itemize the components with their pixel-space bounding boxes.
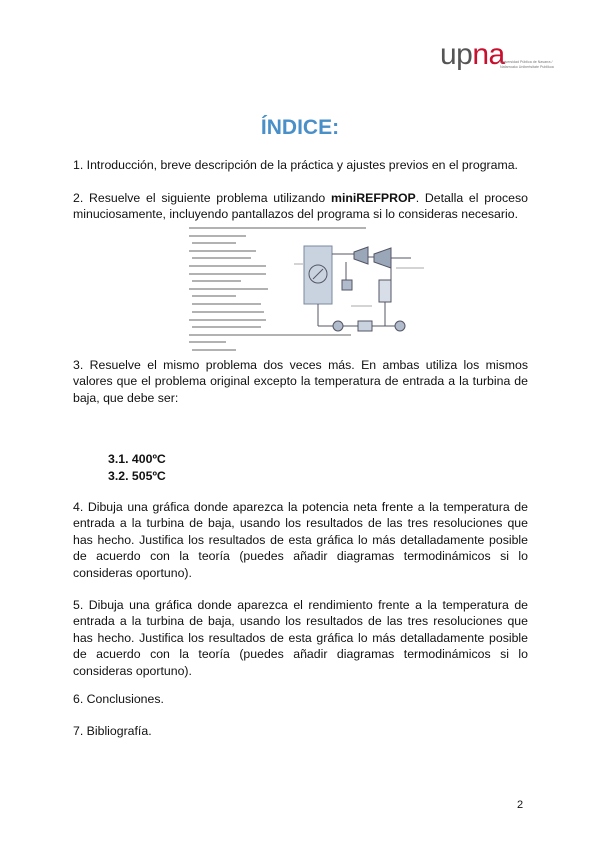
page-number: 2	[517, 799, 524, 811]
item-5: 5. Dibuja una gráfica donde aparezca el rendimiento frente a la temperatura de entrada a la turbina de baja, usando los resultados de las tres resoluciones que has hecho. Justifica los resultados de esta gráfica lo más detalladamente posible de acuerdo con la teoría (puedes añadir diagramas termodinámicos si lo consideras oportuno).	[73, 598, 528, 678]
logo-wordmark: upna	[440, 38, 505, 71]
upna-logo	[440, 38, 554, 88]
item-2: 2. Resuelve el siguiente problema utilizando miniREFPROP. Detalla el proceso minuciosamente, incluyendo pantallazos del programa si lo consideras necesario.	[73, 191, 528, 222]
page-title: ÍNDICE:	[260, 116, 340, 139]
miniref-bold: miniREFPROP	[331, 191, 416, 205]
item-4: 4. Dibuja una gráfica donde aparezca la potencia neta frente a la temperatura de entrada a la turbina de baja, usando los resultados de las tres resoluciones que has hecho. Justifica los resultados de esta gráfica lo más detalladamente posible de acuerdo con la teoría (puedes añadir diagramas termodinámicos si lo consideras oportuno).	[73, 500, 528, 580]
logo-subtitle: Universidad Pública de Navarra / Nafarroako Unibertsitate Publikoa	[500, 60, 554, 69]
problem-screenshot-image	[186, 224, 428, 354]
item-6: 6. Conclusiones.	[73, 692, 164, 706]
item-1: 1. Introducción, breve descripción de la práctica y ajustes previos en el programa.	[73, 158, 518, 172]
item-7: 7. Bibliografía.	[73, 724, 152, 738]
item-3-1: 3.1. 400ºC	[108, 452, 166, 466]
item-3-2: 3.2. 505ºC	[108, 469, 166, 483]
item-3: 3. Resuelve el mismo problema dos veces más. En ambas utiliza los mismos valores que el problema original excepto la temperatura de entrada a la turbina de baja, que debe ser:	[73, 358, 528, 405]
